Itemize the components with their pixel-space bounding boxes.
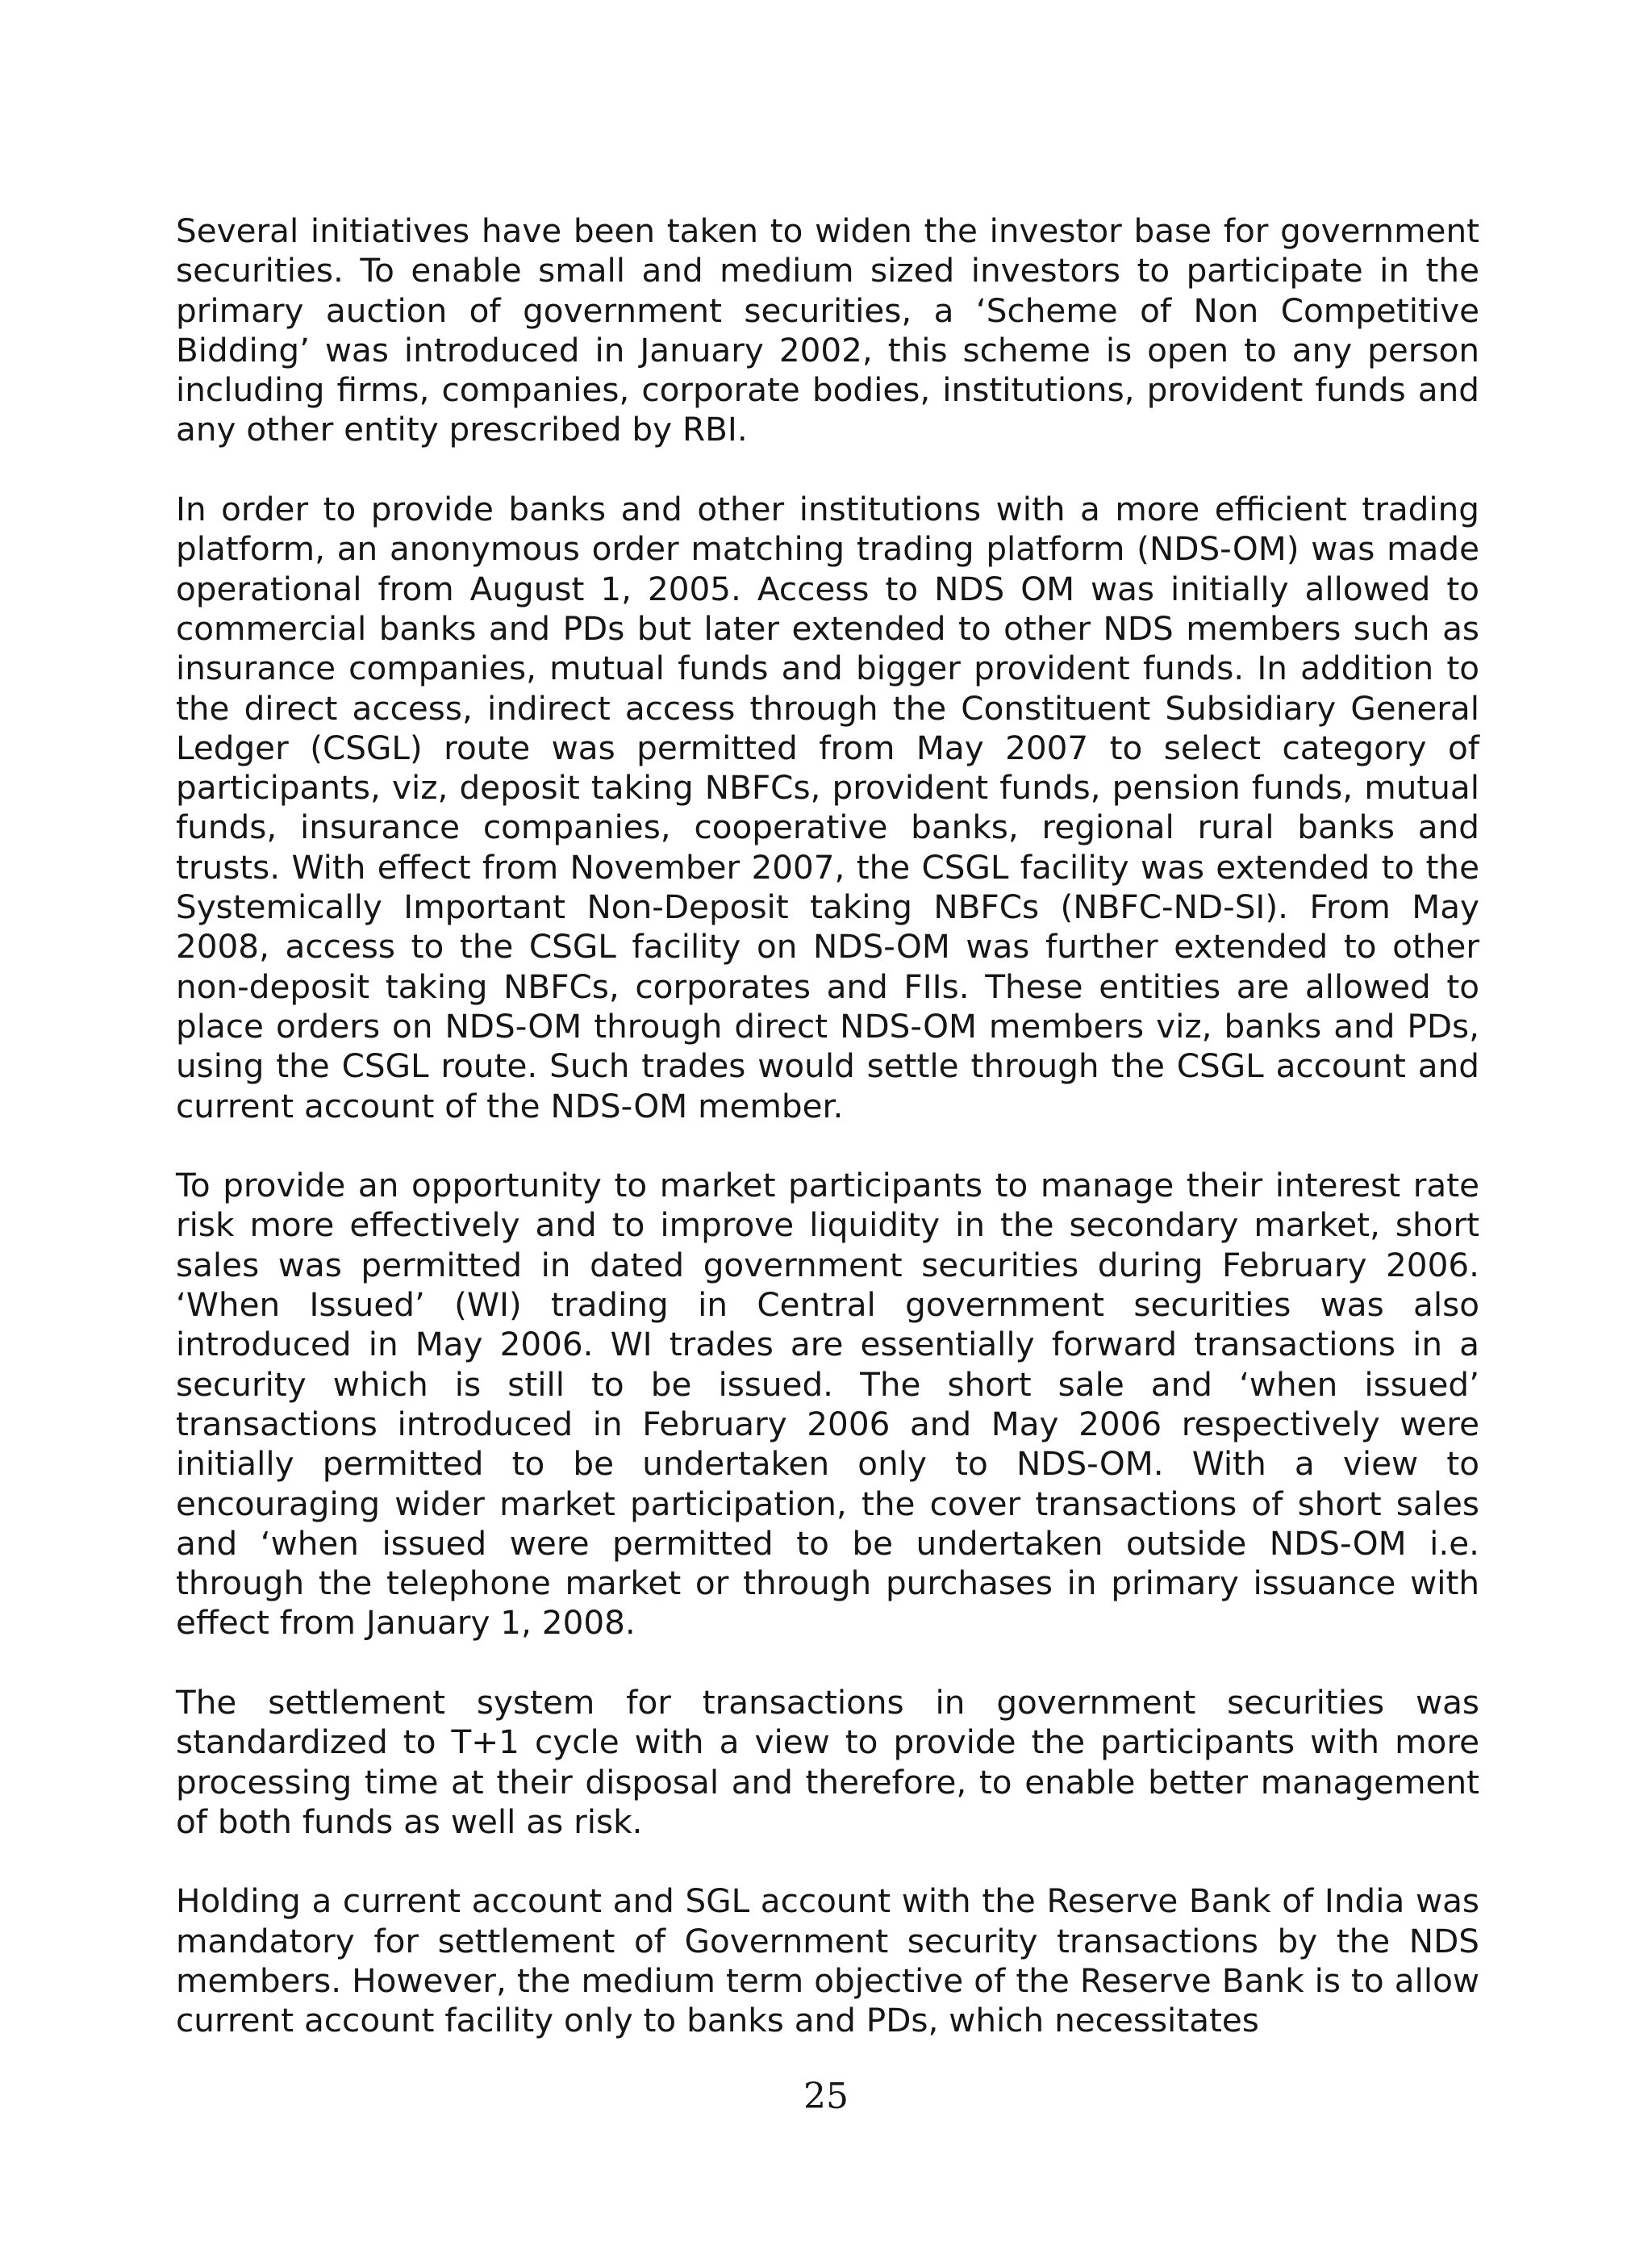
page-number: 25 [803, 2076, 849, 2117]
body-text [176, 211, 1479, 2081]
paragraph-short-sales: To provide an opportunity to market participants to manage their interest rate risk more effectively and to improve liquidity in the secondary market, short sales was permitted in dated government securities during February 2006. ‘When Issued’ (WI) trading in Central government securities was also introduced in May 2006. WI trades are essentially forward transactions in a security which is still to be issued. The short sale and ‘when issued’ transactions introduced in February 2006 and May 2006 respectively were initially permitted to be undertaken only to NDS-OM. With a view to encouraging wider market participation, the cover transactions of short sales and ‘when issued were permitted to be undertaken outside NDS-OM i.e. through the telephone market or through purchases in primary issuance with effect from January 1, 2008. [176, 1166, 1479, 1643]
paragraph-nds-om: In order to provide banks and other institutions with a more efficient trading platform, an anonymous order matching trading platform (NDS-OM) was made operational from August 1, 2005. Access to NDS OM was initially allowed to commercial banks and PDs but later extended to other NDS members such as insurance companies, mutual funds and bigger provident funds. In addition to the direct access, indirect access through the Constituent Subsidiary General Ledger (CSGL) route was permitted from May 2007 to select category of participants, viz, deposit taking NBFCs, provident funds, pension funds, mutual funds, insurance companies, cooperative banks, regional rural banks and trusts. With effect from November 2007, the CSGL facility was extended to the Systemically Important Non-Deposit taking NBFCs (NBFC-ND-SI). From May 2008, access to the CSGL facility on NDS-OM was further extended to other non-deposit taking NBFCs, corporates and FIIs. These entities are allowed to place orders on NDS-OM through direct NDS-OM members viz, banks and PDs, using the CSGL route. Such trades would settle through the CSGL account and current account of the NDS-OM member. [176, 490, 1479, 1125]
paragraph-settlement: The settlement system for transactions in government securities was standardized to T+1 cycle with a view to provide the participants with more processing time at their disposal and therefore, to enable better management of both funds as well as risk. [176, 1682, 1479, 1841]
paragraph-current-account: Holding a current account and SGL account with the Reserve Bank of India was mandatory for settlement of Government security transactions by the NDS members. However, the medium term objective of the Reserve Bank is to allow current account facility only to banks and PDs, which necessitates [176, 1881, 1479, 2040]
paragraph-investor-base: Several initiatives have been taken to widen the investor base for government securities. To enable small and medium sized investors to participate in the primary auction of government securities, a ‘Scheme of Non Competitive Bidding’ was introduced in January 2002, this scheme is open to any person including firms, companies, corporate bodies, institutions, provident funds and any other entity prescribed by RBI. [176, 211, 1479, 449]
